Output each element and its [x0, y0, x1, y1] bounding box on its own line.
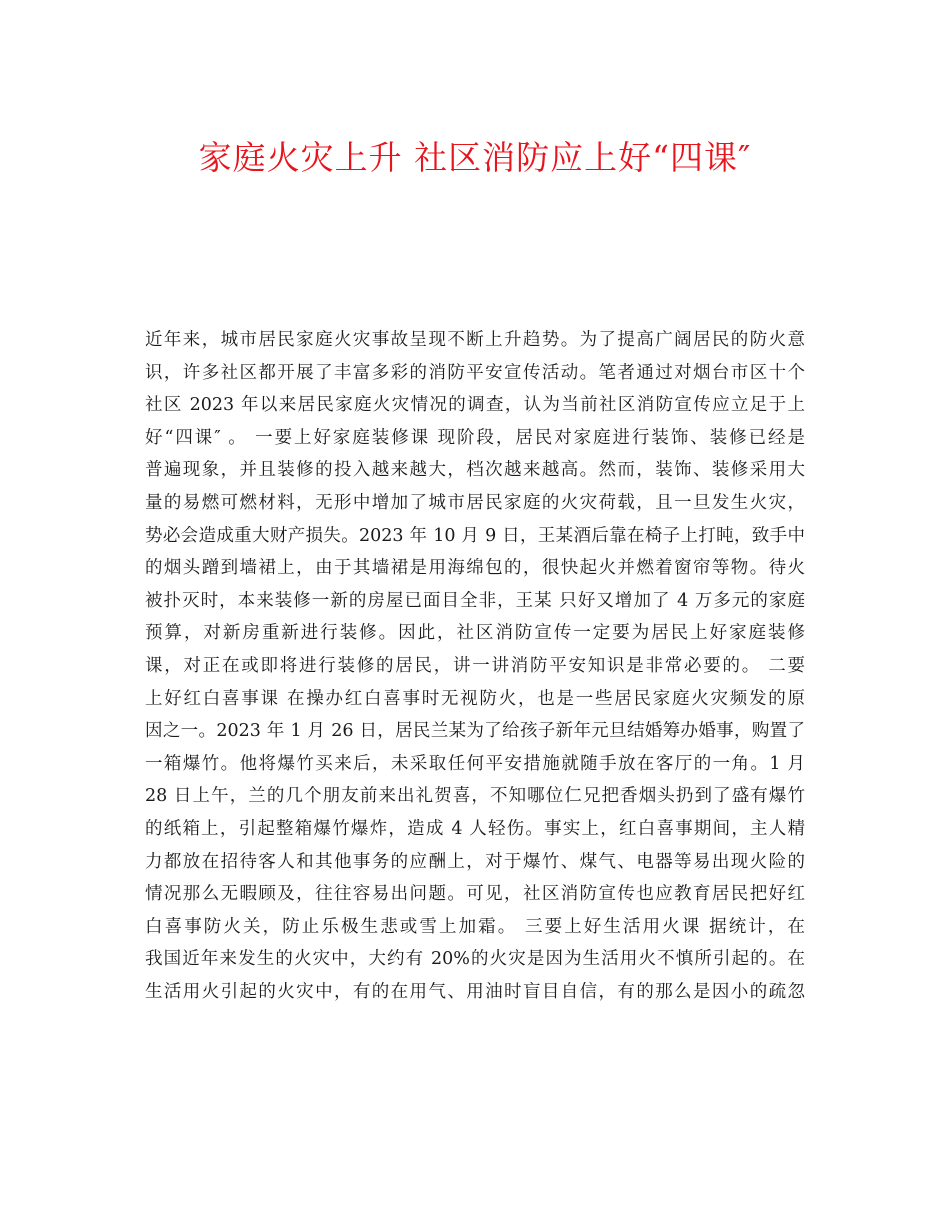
- text-line: 势必会造成重大财产损失。2023 年 10 月 9 日，王某酒后靠在椅子上打盹，致手中: [145, 525, 805, 546]
- text-line: 因之一。2023 年 1 月 26 日，居民兰某为了给孩子新年元旦结婚筹办婚事，购置了: [145, 721, 805, 742]
- article-body: [145, 324, 805, 1008]
- text-line: 我国近年来发生的火灾中，大约有 20%的火灾是因为生活用火不慎所引起的。在: [145, 949, 805, 970]
- text-line: 上好红白喜事课 在操办红白喜事时无视防火，也是一些居民家庭火灾频发的原: [145, 688, 805, 709]
- text-line: 力都放在招待客人和其他事务的应酬上，对于爆竹、煤气、电器等易出现火险的: [145, 851, 805, 872]
- text-line: 识，许多社区都开展了丰富多彩的消防平安宣传活动。笔者通过对烟台市区十个: [145, 362, 805, 383]
- text-line: 普遍现象，并且装修的投入越来越大，档次越来越高。然而，装饰、装修采用大: [145, 460, 805, 481]
- text-line: 预算，对新房重新进行装修。因此，社区消防宣传一定要为居民上好家庭装修: [145, 623, 805, 644]
- text-line: 的纸箱上，引起整箱爆竹爆炸，造成 4 人轻伤。事实上，红白喜事期间，主人精: [145, 818, 805, 839]
- text-line: 白喜事防火关，防止乐极生悲或雪上加霜。 三要上好生活用火课 据统计，在: [145, 916, 805, 937]
- text-line: 课，对正在或即将进行装修的居民，讲一讲消防平安知识是非常必要的。 二要: [145, 655, 805, 676]
- page-title: 家庭火灾上升 社区消防应上好“四课″: [198, 138, 752, 177]
- text-line: 社区 2023 年以来居民家庭火灾情况的调查，认为当前社区消防宣传应立足于上: [145, 395, 805, 416]
- text-line: 生活用火引起的火灾中，有的在用气、用油时盲目自信，有的那么是因小的疏忽: [145, 981, 805, 1002]
- text-line: 量的易燃可燃材料，无形中增加了城市居民家庭的火灾荷载，且一旦发生火灾，: [145, 492, 805, 513]
- text-line: 28 日上午，兰的几个朋友前来出礼贺喜，不知哪位仁兄把香烟头扔到了盛有爆竹: [145, 786, 805, 807]
- text-line: 情况那么无暇顾及，往往容易出问题。可见，社区消防宣传也应教育居民把好红: [145, 884, 805, 905]
- text-line: 好“四课″ 。 一要上好家庭装修课 现阶段，居民对家庭进行装饰、装修已经是: [145, 427, 805, 448]
- text-line: 被扑灭时，本来装修一新的房屋已面目全非，王某 只好又增加了 4 万多元的家庭: [145, 590, 805, 611]
- text-line: 一箱爆竹。他将爆竹买来后，未采取任何平安措施就随手放在客厅的一角。1 月: [145, 753, 805, 774]
- text-line: 近年来，城市居民家庭火灾事故呈现不断上升趋势。为了提高广阔居民的防火意: [145, 330, 805, 350]
- text-line: 的烟头蹭到墙裙上，由于其墙裙是用海绵包的，很快起火并燃着窗帘等物。待火: [145, 558, 805, 579]
